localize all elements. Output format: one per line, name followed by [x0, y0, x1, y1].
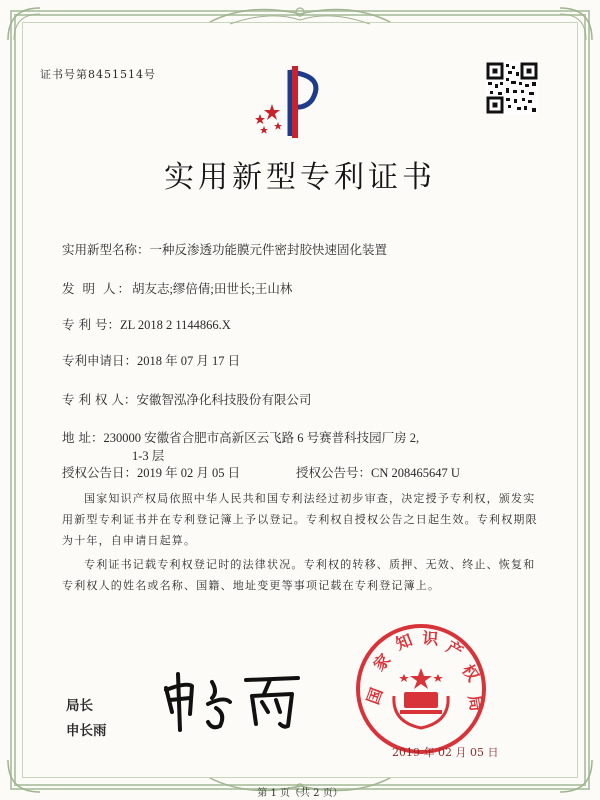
field-value: 2018 年 07 月 17 日 — [137, 354, 241, 368]
body-paragraph: 专利证书记载专利权登记时的法律状况。专利权的转移、质押、无效、终止、恢复和专利权人的姓名或名称、国籍、地址变更等事项记载在专利登记簿上。 — [62, 558, 536, 592]
field-value: ZL 2018 2 1144866.X — [119, 318, 231, 332]
certificate-title: 实用新型专利证书 — [164, 160, 436, 195]
field-value: 2019 年 02 月 05 日 — [137, 466, 241, 480]
field-value: 一种反渗透功能膜元件密封胶快速固化装置 — [149, 243, 388, 257]
certificate-number: 证书号第8451514号 — [40, 68, 156, 81]
director-name: 申长雨 — [66, 723, 107, 739]
field-announcement-date — [62, 463, 240, 481]
field-value: 1-3 层 — [132, 449, 165, 463]
svg-text:权: 权 — [458, 660, 483, 685]
field-utility-model-name — [62, 240, 387, 258]
field-value: 安徽智泓净化科技股份有限公司 — [136, 393, 312, 407]
director-signature — [160, 668, 310, 736]
field-value: CN 208465647 U — [371, 466, 460, 480]
official-seal-icon — [354, 622, 488, 756]
field-label: 专 利 权 人： — [62, 392, 137, 407]
field-inventors — [62, 279, 292, 297]
field-application-date — [62, 351, 240, 369]
director-title: 局长 — [66, 698, 93, 714]
field-address-cont — [132, 446, 164, 464]
top-ornament-icon — [200, 2, 400, 28]
field-label: 授权公告号： — [296, 465, 372, 480]
svg-text:知: 知 — [392, 630, 415, 654]
field-label: 授权公告日： — [62, 465, 138, 480]
corner-ornament-icon — [4, 4, 44, 44]
field-value: 230000 安徽省合肥市高新区云飞路 6 号赛普科技园厂房 2, — [103, 431, 420, 445]
field-label: 实用新型名称： — [62, 242, 150, 257]
svg-text:家: 家 — [369, 650, 395, 675]
field-label: 发 明 人： — [62, 281, 132, 296]
field-announcement-number — [296, 463, 460, 481]
page-number: 第 1 页（共 2 页） — [257, 788, 343, 799]
field-patent-number — [62, 315, 231, 333]
body-paragraph: 国家知识产权局依照中华人民共和国专利法经过初步审查，决定授予专利权，颁发实用新型专利证书并在专利登记簿上予以登记。专利权自授权公告之日起生效。专利权期限为十年，自申请日起算。 — [62, 492, 538, 547]
svg-text:产: 产 — [443, 637, 467, 662]
field-address — [62, 428, 419, 446]
field-label: 专利申请日： — [62, 353, 138, 368]
patent-office-logo-icon — [252, 60, 332, 140]
svg-text:识: 识 — [421, 628, 440, 649]
seal-date: 2019 年 02 月 05 日 — [392, 746, 499, 759]
field-value: 胡友志;缪倍倩;田世长;王山林 — [131, 282, 293, 296]
corner-ornament-icon — [556, 4, 596, 44]
qr-code-icon — [486, 62, 538, 114]
svg-text:局: 局 — [464, 693, 487, 713]
svg-text:国: 国 — [363, 685, 387, 707]
field-label: 地 址： — [62, 430, 104, 445]
field-label: 专 利 号： — [62, 317, 120, 332]
field-patentee — [62, 390, 311, 408]
